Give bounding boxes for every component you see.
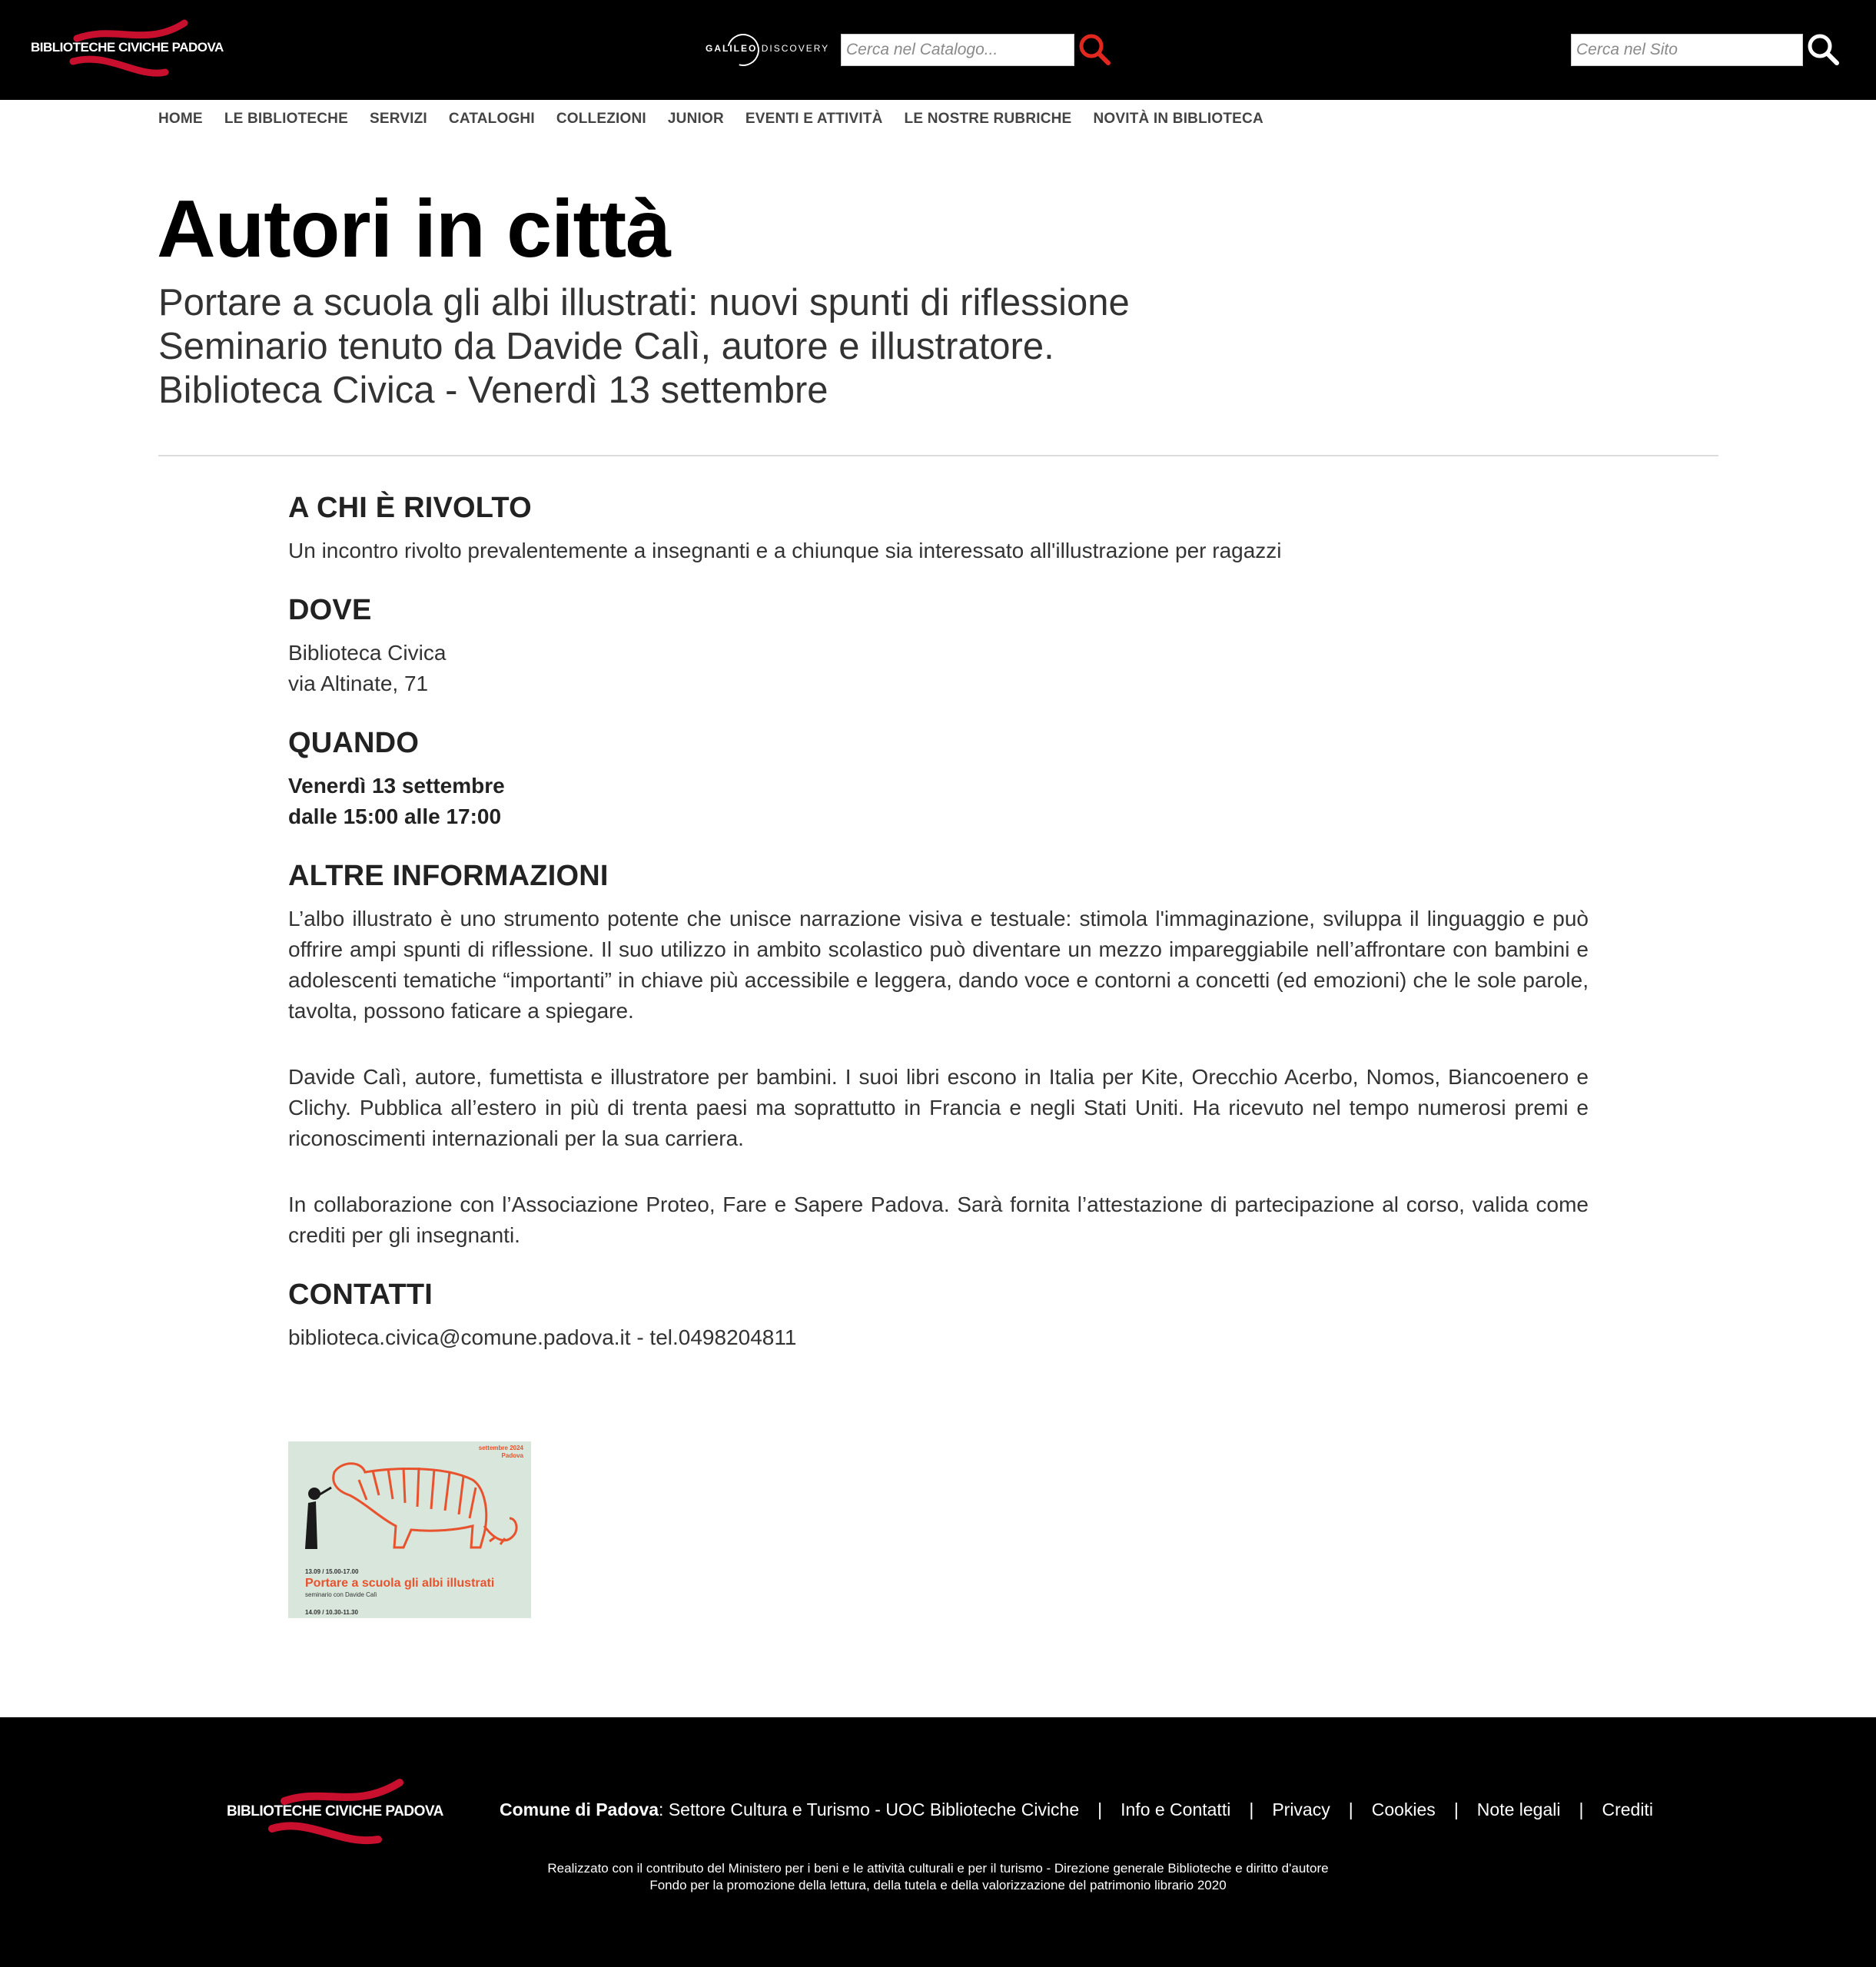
page-title: Autori in città bbox=[157, 184, 671, 274]
info-paragraph: Davide Calì, autore, fumettista e illustratore per bambini. I suoi libri escono in Italia per Kite, Orecchio Acerbo, Nomos, Biancoenero e Clichy. Pubblica all’estero in più di trenta paesi ma soprattutto in Francia e negli Stati Uniti. Ha ricevuto nel tempo numerosi premi e riconoscimenti internazionali per la sua carriera. bbox=[288, 1065, 1589, 1150]
discovery-word: DISCOVERY bbox=[761, 43, 830, 54]
nav-novita-in-biblioteca[interactable]: NOVITÀ IN BIBLIOTECA bbox=[1093, 111, 1263, 127]
section-dove bbox=[288, 594, 1589, 699]
site-footer bbox=[0, 1717, 1876, 1967]
footer-note: Realizzato con il contributo del Ministero per i beni e le attività culturali e per il turismo - Direzione generale Biblioteche e diritto d'autore bbox=[547, 1861, 1329, 1876]
footer-org bbox=[500, 1799, 1079, 1820]
logo-text: BIBLIOTECHE CIVICHE PADOVA bbox=[31, 40, 224, 55]
catalog-search-box bbox=[841, 34, 1074, 66]
section-rivolto bbox=[288, 492, 1589, 566]
section-heading: CONTATTI bbox=[288, 1279, 433, 1311]
footer-separator: | bbox=[1348, 1799, 1353, 1819]
site-logo[interactable] bbox=[31, 17, 231, 78]
nav-eventi-e-attivita[interactable]: EVENTI E ATTIVITÀ bbox=[745, 111, 883, 127]
event-poster-image[interactable] bbox=[288, 1441, 531, 1618]
tiger-illustration-icon bbox=[288, 1441, 531, 1572]
footer-links bbox=[500, 1799, 1653, 1820]
poster-subtitle: seminario con Davide Calì bbox=[305, 1591, 377, 1598]
subtitle-line: Biblioteca Civica - Venerdì 13 settembre bbox=[158, 370, 828, 411]
section-heading: DOVE bbox=[288, 594, 372, 626]
top-header bbox=[0, 0, 1876, 100]
info-paragraph: L’albo illustrato è uno strumento potente che unisce narrazione visiva e testuale: stimola l'immaginazione, sviluppa il linguaggio e può offrire ampi spunti di riflessione. Il suo utilizzo in ambito scolastico può diventare un mezzo impareggiabile nell’affrontare con bambini e adolescenti tematiche “importanti” in chiave più accessibile e leggera, dando voce e contorni a concetti (ed emozioni) che le sole parole, tavolta, possono faticare a spiegare. bbox=[288, 907, 1589, 1023]
site-search-button[interactable] bbox=[1806, 32, 1840, 66]
poster-city: Padova bbox=[501, 1452, 523, 1459]
footer-logo[interactable] bbox=[224, 1775, 455, 1852]
event-date: Venerdì 13 settembre bbox=[288, 774, 505, 798]
main-navigation bbox=[158, 111, 1263, 134]
footer-org-department: : Settore Cultura e Turismo - UOC Biblioteche Civiche bbox=[659, 1799, 1080, 1819]
footer-separator: | bbox=[1097, 1799, 1103, 1819]
footer-link-note-legali[interactable]: Note legali bbox=[1476, 1799, 1561, 1819]
footer-separator: | bbox=[1453, 1799, 1459, 1819]
poster-title: Portare a scuola gli albi illustrati bbox=[305, 1577, 495, 1590]
page-subtitle bbox=[158, 281, 1542, 413]
catalog-search-input[interactable] bbox=[842, 35, 1074, 65]
footer-link-cookies[interactable]: Cookies bbox=[1371, 1799, 1436, 1819]
section-altre-informazioni bbox=[288, 860, 1589, 1251]
subtitle-line: Seminario tenuto da Davide Calì, autore e illustratore. bbox=[158, 326, 1054, 367]
contact-info: biblioteca.civica@comune.padova.it - tel.0498204811 bbox=[288, 1325, 797, 1349]
venue-name: Biblioteca Civica bbox=[288, 641, 447, 665]
nav-collezioni[interactable]: COLLEZIONI bbox=[556, 111, 646, 127]
nav-le-biblioteche[interactable]: LE BIBLIOTECHE bbox=[224, 111, 348, 127]
section-heading: A CHI È RIVOLTO bbox=[288, 492, 532, 524]
footer-note: Fondo per la promozione della lettura, della tutela e della valorizzazione del patrimonio librario 2020 bbox=[649, 1878, 1227, 1892]
site-search-box bbox=[1571, 34, 1803, 66]
nav-le-nostre-rubriche[interactable]: LE NOSTRE RUBRICHE bbox=[904, 111, 1072, 127]
footer-separator: | bbox=[1579, 1799, 1584, 1819]
section-heading: QUANDO bbox=[288, 727, 420, 759]
poster-time: 14.09 / 10.30-11.30 bbox=[305, 1609, 358, 1616]
site-search-input[interactable] bbox=[1572, 35, 1802, 65]
footer-link-crediti[interactable]: Crediti bbox=[1602, 1799, 1653, 1819]
info-paragraph: In collaborazione con l’Associazione Proteo, Fare e Sapere Padova. Sarà fornita l’attestazione di partecipazione al corso, valida come crediti per gli insegnanti. bbox=[288, 1192, 1589, 1247]
catalog-search-button[interactable] bbox=[1077, 32, 1111, 66]
footer-separator: | bbox=[1249, 1799, 1254, 1819]
section-heading: ALTRE INFORMAZIONI bbox=[288, 860, 609, 892]
nav-junior[interactable]: JUNIOR bbox=[667, 111, 724, 127]
search-icon bbox=[1077, 32, 1111, 66]
section-quando bbox=[288, 727, 1589, 832]
section-text: Un incontro rivolto prevalentemente a insegnanti e a chiunque sia interessato all'illustrazione per ragazzi bbox=[288, 539, 1282, 562]
venue-address: via Altinate, 71 bbox=[288, 672, 429, 695]
galileo-discovery-logo[interactable] bbox=[706, 31, 828, 69]
logo-text: BIBLIOTECHE CIVICHE PADOVA bbox=[227, 1803, 443, 1819]
poster-time: 13.09 / 15.00-17.00 bbox=[305, 1568, 359, 1575]
section-contatti bbox=[288, 1279, 1589, 1353]
footer-org-name: Comune di Padova bbox=[500, 1799, 659, 1819]
search-icon bbox=[1806, 32, 1840, 66]
nav-home[interactable]: HOME bbox=[158, 111, 203, 127]
footer-link-privacy[interactable]: Privacy bbox=[1272, 1799, 1330, 1819]
poster-date: settembre 2024 bbox=[478, 1445, 523, 1451]
event-time: dalle 15:00 alle 17:00 bbox=[288, 804, 502, 828]
title-divider bbox=[158, 455, 1718, 456]
footer-link-info-contatti[interactable]: Info e Contatti bbox=[1121, 1799, 1231, 1819]
galileo-word: GALILEO bbox=[706, 43, 758, 54]
event-content bbox=[288, 492, 1589, 1381]
nav-cataloghi[interactable]: CATALOGHI bbox=[448, 111, 535, 127]
nav-servizi[interactable]: SERVIZI bbox=[369, 111, 427, 127]
subtitle-line: Portare a scuola gli albi illustrati: nuovi spunti di riflessione bbox=[158, 282, 1130, 323]
